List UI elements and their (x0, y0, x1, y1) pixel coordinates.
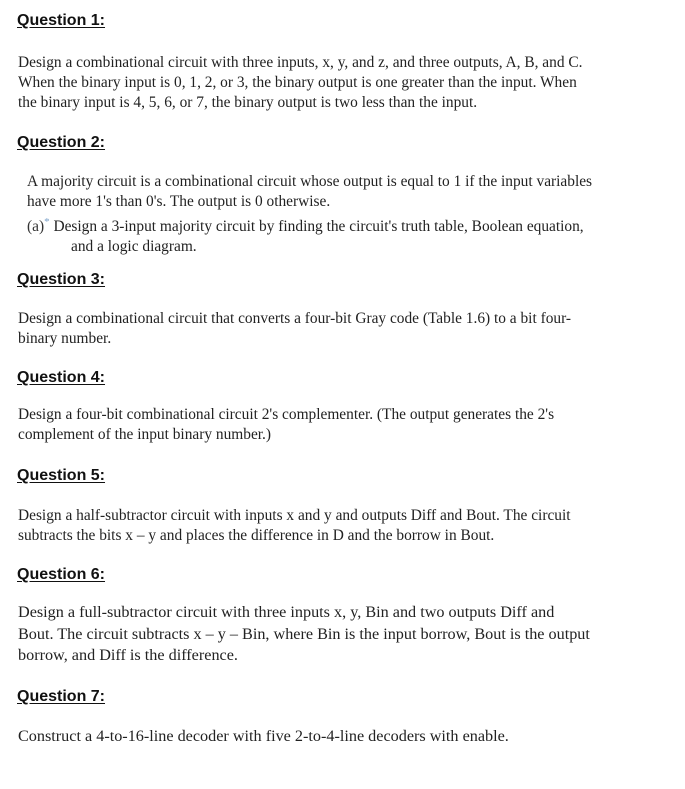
question-1-heading: Question 1: (17, 12, 106, 29)
question-4-text (18, 405, 658, 445)
item-a-line-1: Design a 3-input majority circuit by finding the circuit's truth table, Boolean equation, (53, 218, 584, 236)
question-3-line-2: binary number. (18, 330, 112, 347)
question-4-heading: Question 4: (17, 369, 106, 386)
question-6-line-2: Bout. The circuit subtracts x – y – Bin, where Bin is the input borrow, Bout is the output (18, 624, 590, 643)
question-2-text (27, 172, 667, 257)
question-1-text (18, 53, 658, 113)
question-6-text (18, 602, 658, 667)
question-6-line-3: borrow, and Diff is the difference. (18, 646, 238, 664)
question-5-text (18, 506, 658, 546)
question-7-heading: Question 7: (17, 688, 106, 705)
question-2-heading: Question 2: (17, 134, 106, 151)
question-2-line-1: A majority circuit is a combinational circuit whose output is equal to 1 if the input variables (27, 173, 593, 190)
question-4-line-2: complement of the input binary number.) (18, 426, 272, 443)
question-2-item-a (27, 212, 667, 237)
question-3-line-1: Design a combinational circuit that converts a four-bit Gray code (Table 1.6) to a bit four- (18, 310, 572, 327)
question-1-line-2: When the binary input is 0, 1, 2, or 3, the binary output is one greater than the input. When (18, 74, 577, 91)
item-a-star: * (44, 216, 50, 228)
question-5-line-2: subtracts the bits x – y and places the difference in D and the borrow in Bout. (18, 527, 495, 544)
question-6-line-1: Design a full-subtractor circuit with three inputs x, y, Bin and two outputs Diff and (18, 603, 555, 621)
question-1-line-1: Design a combinational circuit with three inputs, x, y, and z, and three outputs, A, B, and C. (18, 54, 583, 71)
question-5-line-1: Design a half-subtractor circuit with inputs x and y and outputs Diff and Bout. The circuit (18, 507, 571, 524)
question-5-heading: Question 5: (17, 467, 106, 484)
question-3-text (18, 309, 658, 349)
item-a-marker: (a) (27, 218, 45, 236)
question-2-line-2: have more 1's than 0's. The output is 0 otherwise. (27, 193, 331, 210)
question-4-line-1: Design a four-bit combinational circuit 2's complementer. (The output generates the 2's (18, 406, 555, 423)
item-a-line-2: and a logic diagram. (71, 238, 197, 256)
question-1-line-3: the binary input is 4, 5, 6, or 7, the binary output is two less than the input. (18, 94, 478, 111)
question-3-heading: Question 3: (17, 271, 106, 288)
question-7-text (18, 726, 658, 746)
question-6-heading: Question 6: (17, 566, 106, 583)
question-7-line-1: Construct a 4-to-16-line decoder with five 2-to-4-line decoders with enable. (18, 727, 509, 745)
